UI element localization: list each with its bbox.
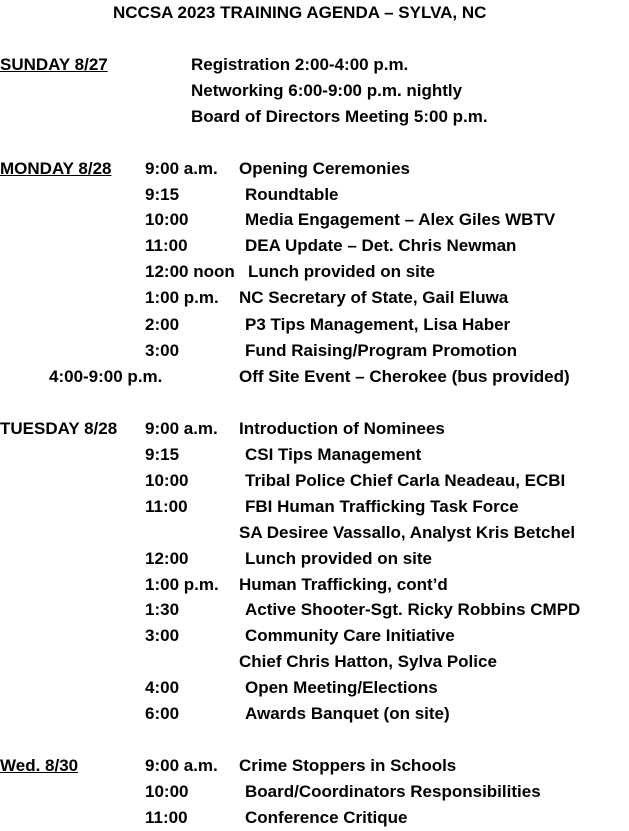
agenda-time: 12:00 [145,549,189,568]
agenda-time: 4:00-9:00 p.m. [49,367,163,386]
agenda-event: Roundtable [245,185,339,204]
agenda-event: P3 Tips Management, Lisa Haber [245,315,511,334]
agenda-event: Chief Chris Hatton, Sylva Police [239,652,497,671]
agenda-time: 9:15 [145,185,180,204]
agenda-time: 11:00 [145,808,188,827]
agenda-event: Awards Banquet (on site) [245,704,450,723]
agenda-time: 1:30 [145,600,180,619]
agenda-time: 10:00 [145,782,189,801]
agenda-event: Lunch provided on site [248,262,436,281]
agenda-event: Tribal Police Chief Carla Neadeau, ECBI [245,471,566,490]
agenda-time: 3:00 [145,626,180,645]
agenda-event: Open Meeting/Elections [245,678,438,697]
day-heading-tuesday: TUESDAY 8/28 [0,419,118,438]
agenda-event: NC Secretary of State, Gail Eluwa [239,288,509,307]
day-heading-monday: MONDAY 8/28 [0,159,112,178]
sunday-item: Registration 2:00-4:00 p.m. [191,55,409,74]
agenda-event: FBI Human Trafficking Task Force [245,497,519,516]
agenda-time: 11:00 [145,497,188,516]
agenda-event: DEA Update – Det. Chris Newman [245,236,517,255]
agenda-event: Opening Ceremonies [239,159,410,178]
agenda-event: Lunch provided on site [245,549,433,568]
agenda-time: 9:00 a.m. [145,419,218,438]
agenda-time: 11:00 [145,236,188,255]
agenda-time: 9:15 [145,445,180,464]
agenda-event: Human Trafficking, cont’d [239,575,448,594]
agenda-time: 10:00 [145,210,189,229]
agenda-time: 1:00 p.m. [145,575,219,594]
agenda-event: Active Shooter-Sgt. Ricky Robbins CMPD [245,600,581,619]
agenda-time: 3:00 [145,341,180,360]
agenda-event: Conference Critique [245,808,408,827]
agenda-time: 10:00 [145,471,189,490]
agenda-time: 6:00 [145,704,180,723]
agenda-event: CSI Tips Management [245,445,422,464]
day-heading-sunday: SUNDAY 8/27 [0,55,108,74]
sunday-item: Networking 6:00-9:00 p.m. nightly [191,81,463,100]
agenda-event: Off Site Event – Cherokee (bus provided) [239,367,570,386]
agenda-event: Introduction of Nominees [239,419,445,438]
agenda-time: 1:00 p.m. [145,288,219,307]
agenda-event: Media Engagement – Alex Giles WBTV [245,210,556,229]
agenda-event: Crime Stoppers in Schools [239,756,457,775]
agenda-event: Community Care Initiative [245,626,455,645]
agenda-event: Board/Coordinators Responsibilities [245,782,541,801]
sunday-item: Board of Directors Meeting 5:00 p.m. [191,107,488,126]
agenda-time: 2:00 [145,315,180,334]
day-heading-wednesday: Wed. 8/30 [0,756,79,775]
agenda-time: 12:00 noon [145,262,235,281]
agenda-time: 9:00 a.m. [145,159,218,178]
agenda-event: Fund Raising/Program Promotion [245,341,518,360]
page-title: NCCSA 2023 TRAINING AGENDA – SYLVA, NC [113,3,487,22]
agenda-time: 4:00 [145,678,180,697]
agenda-time: 9:00 a.m. [145,756,218,775]
agenda-event: SA Desiree Vassallo, Analyst Kris Betchel [239,523,576,542]
